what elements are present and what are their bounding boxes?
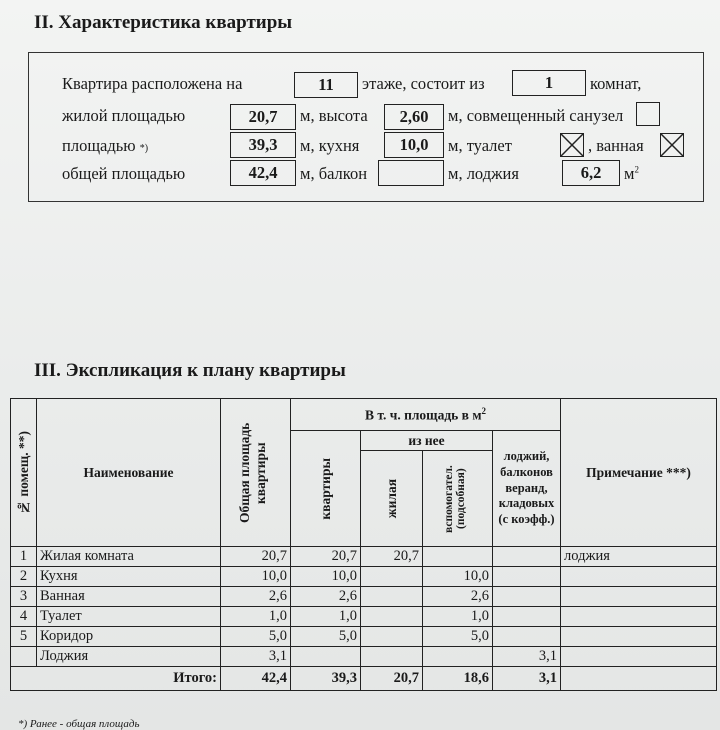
height-field: 2,60 [384,104,444,130]
cell-name: Коридор [37,627,221,647]
cell-note [561,627,717,647]
label-area: площадью *) [62,136,149,155]
header-name: Наименование [37,399,221,547]
cell-note [561,587,717,607]
cell-aux: 1,0 [423,607,493,627]
cell-aux [423,547,493,567]
table-row [11,547,717,567]
header-auxiliary: вспомогател. (подсобная) [423,451,493,547]
table-row [11,587,717,607]
cell-n [11,647,37,667]
cell-apt: 1,0 [291,607,361,627]
label-toilet: м, туалет [448,136,512,155]
cell-total: 10,0 [221,567,291,587]
table-row [11,567,717,587]
area-field: 39,3 [230,132,296,158]
cell-loggia [493,547,561,567]
cell-note [561,567,717,587]
totals-auxiliary: 18,6 [423,667,493,691]
cell-total: 3,1 [221,647,291,667]
cell-aux: 5,0 [423,627,493,647]
cell-loggia [493,587,561,607]
total-area-field: 42,4 [230,160,296,186]
label-loggia-unit: $м^2$ [624,164,639,183]
cell-note [561,647,717,667]
header-note: Примечание ***) [561,399,717,547]
rooms-field: 1 [512,70,586,96]
label-floor: Квартира расположена на [62,74,243,93]
cell-apt: 2,6 [291,587,361,607]
header-including-area: В т. ч. площадь в $м^2$ [291,399,561,431]
header-living: жилая [361,451,423,547]
cell-name: Ванная [37,587,221,607]
toilet-checkbox-crossed-icon [560,133,584,157]
combined-bathroom-checkbox [636,102,660,126]
cell-apt: 5,0 [291,627,361,647]
cell-loggia [493,627,561,647]
header-room-number: № помещ. **) [11,399,37,547]
label-bathroom: , ванная [588,136,644,155]
cell-living [361,587,423,607]
cell-living [361,567,423,587]
totals-total: 42,4 [221,667,291,691]
totals-loggia: 3,1 [493,667,561,691]
label-rooms: этаже, состоит из [362,74,485,93]
cell-n: 5 [11,627,37,647]
label-living-area: жилой площадью [62,106,186,125]
totals-row [11,667,717,691]
balcony-field [378,160,444,186]
section-2-title: II. Характеристика квартиры [34,12,293,33]
label-kitchen: м, кухня [300,136,360,155]
kitchen-field: 10,0 [384,132,444,158]
cell-living: 20,7 [361,547,423,567]
table-row [11,627,717,647]
cell-n: 3 [11,587,37,607]
cell-name: Туалет [37,607,221,627]
living-area-field: 20,7 [230,104,296,130]
cell-apt: 20,7 [291,547,361,567]
cell-name: Лоджия [37,647,221,667]
header-loggia-balcony: лоджий, балконов веранд, кладовых (с коэфф.) [493,431,561,547]
loggia-field: 6,2 [562,160,620,186]
cell-name: Жилая комната [37,547,221,567]
header-apartment: квартиры [291,431,361,547]
cell-loggia [493,607,561,627]
cell-aux: 2,6 [423,587,493,607]
cell-apt: 10,0 [291,567,361,587]
cell-living [361,607,423,627]
totals-label: Итого: [11,667,221,691]
cell-apt [291,647,361,667]
cell-n: 2 [11,567,37,587]
cell-aux: 10,0 [423,567,493,587]
totals-note [561,667,717,691]
label-total-area: общей площадью [62,164,186,183]
cell-total: 2,6 [221,587,291,607]
bathroom-checkbox-crossed-icon [660,133,684,157]
cell-note [561,607,717,627]
cell-note: лоджия [561,547,717,567]
explication-table [10,398,717,691]
totals-living: 20,7 [361,667,423,691]
table-row [11,647,717,667]
header-of-it: из нее [361,431,493,451]
totals-apartment: 39,3 [291,667,361,691]
floor-field: 11 [294,72,358,98]
cell-n: 1 [11,547,37,567]
cell-aux [423,647,493,667]
label-rooms-unit: комнат, [590,74,642,93]
cell-n: 4 [11,607,37,627]
cell-total: 5,0 [221,627,291,647]
label-balcony: м, балкон [300,164,368,183]
cell-living [361,647,423,667]
cell-living [361,627,423,647]
header-total-area: Общая площадь квартиры [221,399,291,547]
label-height: м, высота [300,106,368,125]
cell-loggia [493,567,561,587]
table-row [11,607,717,627]
cell-total: 1,0 [221,607,291,627]
label-loggia: м, лоджия [448,164,519,183]
cell-name: Кухня [37,567,221,587]
cell-total: 20,7 [221,547,291,567]
section-3-title: III. Экспликация к плану квартиры [34,360,346,381]
cell-loggia: 3,1 [493,647,561,667]
footnote: *) Ранее - общая площадь [18,718,140,730]
label-combined-bathroom: м, совмещенный санузел [448,106,624,125]
